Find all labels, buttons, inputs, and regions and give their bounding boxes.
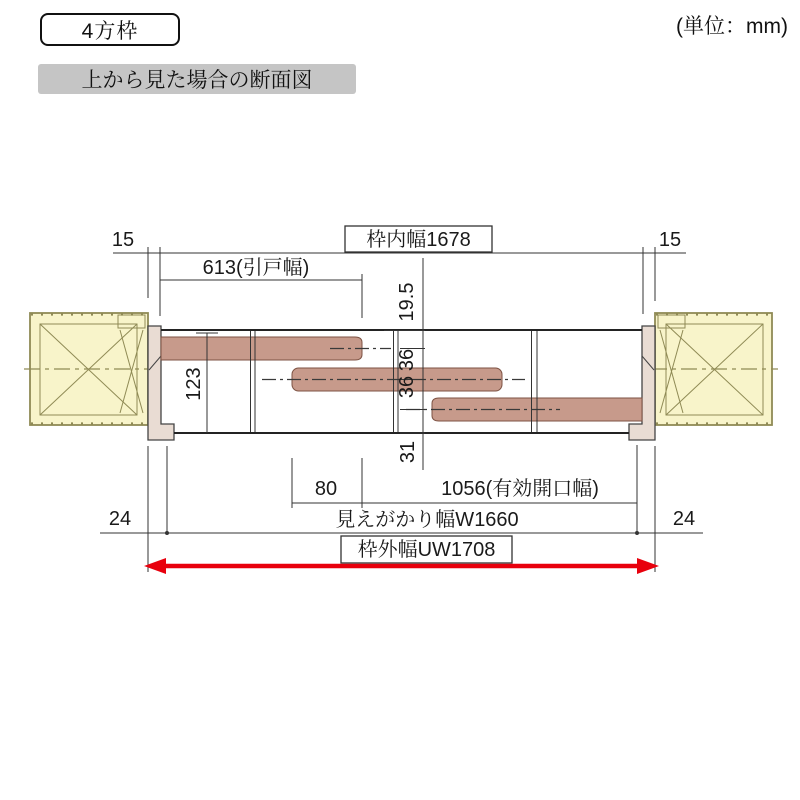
section-title-text: 上から見た場合の断面図 [81, 69, 313, 92]
unit-note: (単位：mm) [676, 15, 788, 38]
margin-right-value: 24 [672, 508, 696, 530]
door-width-value: 613(引戸幅) [202, 257, 310, 279]
track-pitch-2-value: 36 [396, 375, 418, 399]
dim-dot [165, 531, 169, 535]
frame-type-label: 4方枠 [81, 19, 139, 43]
effective-opening-value: 1056(有効開口幅) [441, 478, 599, 500]
arrow-head-left [144, 558, 166, 574]
reveal-left-value: 15 [111, 229, 135, 251]
right-wall [651, 313, 778, 425]
track-offset-bottom-value: 31 [397, 440, 419, 464]
arrow-head-right [637, 558, 659, 574]
reveal-right-value: 15 [658, 229, 682, 251]
overlap-value: 80 [314, 478, 338, 500]
right-jamb [629, 326, 655, 440]
left-wall [24, 313, 152, 425]
margin-left-value: 24 [108, 508, 132, 530]
dim-dot [635, 531, 639, 535]
track-offset-top-value: 19.5 [396, 282, 418, 322]
frame-depth-value: 123 [183, 367, 205, 401]
inner-width-value: 枠内幅1678 [366, 229, 471, 251]
depth-dimensions [183, 258, 425, 470]
visible-width-value: 見えがかり幅W1660 [335, 509, 519, 531]
track-pitch-1-value: 36 [396, 348, 418, 372]
outer-width-value: 枠外幅UW1708 [357, 539, 496, 561]
